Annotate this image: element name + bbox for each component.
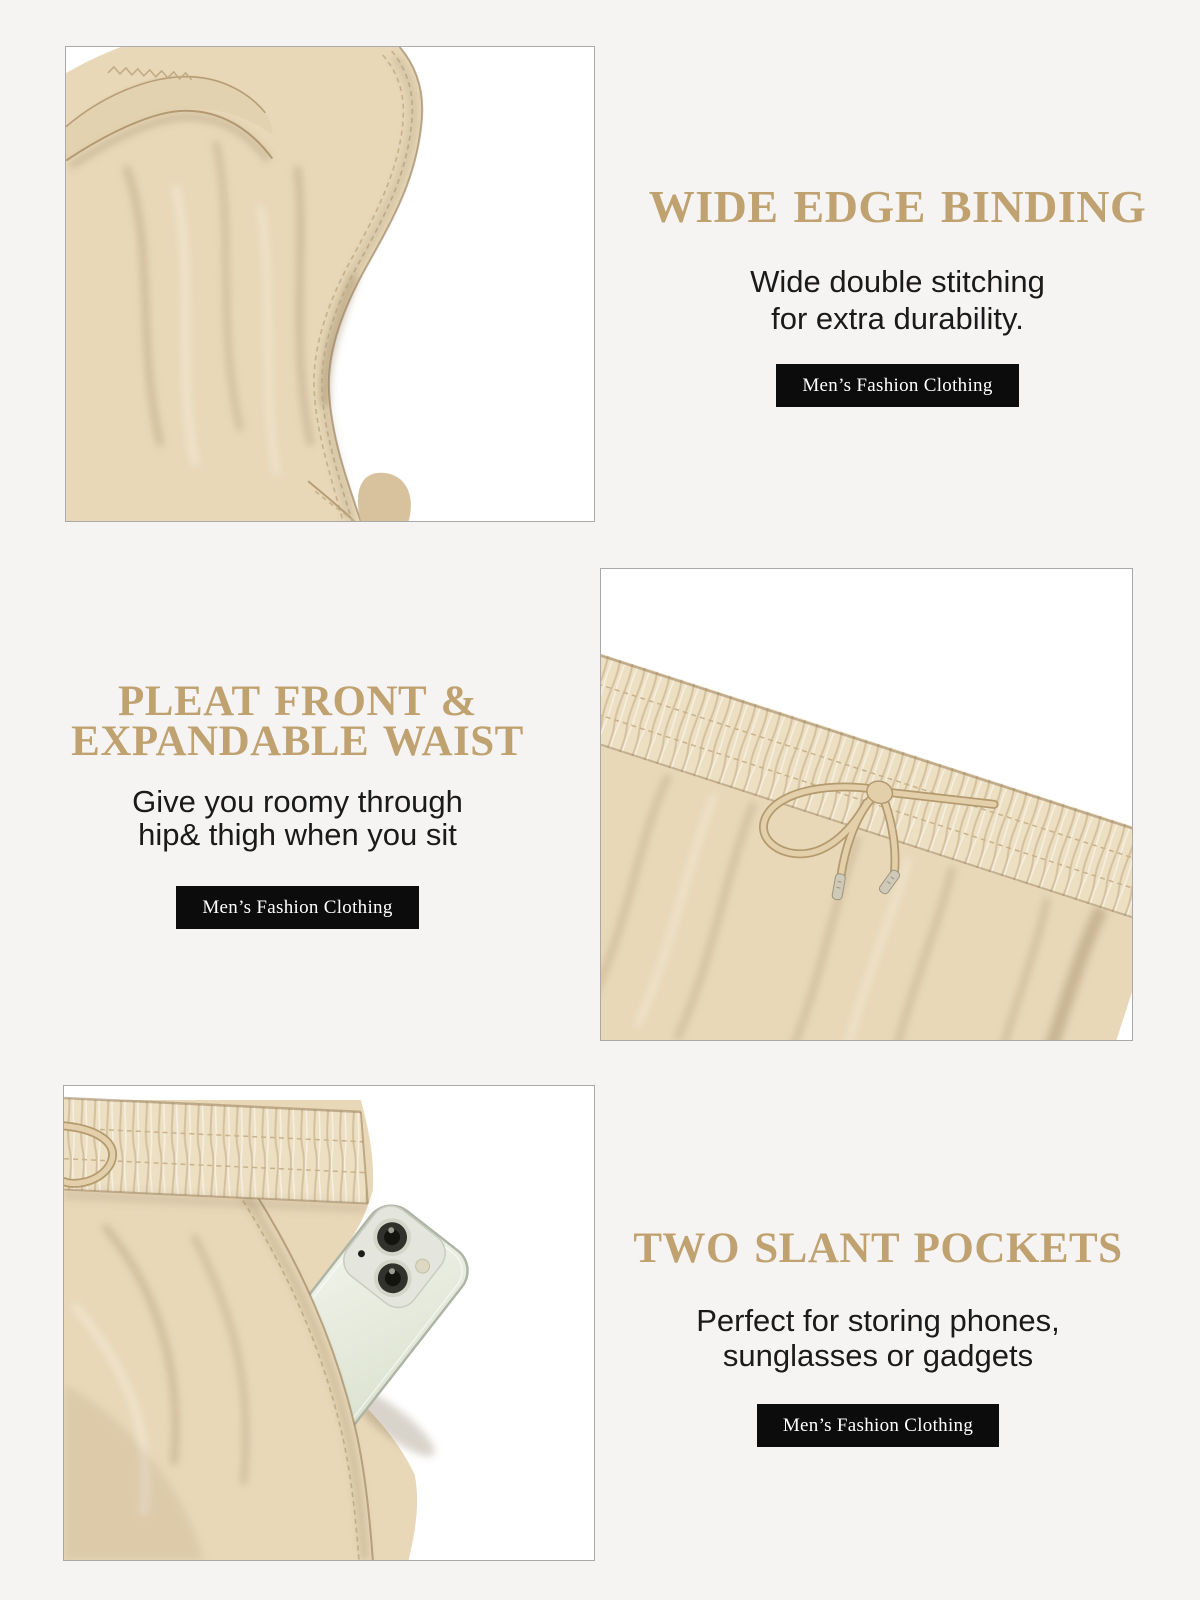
section2-title-line1: PLEAT FRONT &	[118, 678, 477, 725]
tank-top-closeup-image	[65, 46, 595, 522]
section2-badge-row	[0, 886, 595, 929]
section3-description-line1: Perfect for storing phones,	[696, 1303, 1060, 1338]
section3-badge-row	[595, 1404, 1161, 1447]
section1-description-line2: for extra durability.	[771, 301, 1024, 336]
section1-title: WIDE EDGE BINDING	[648, 181, 1147, 232]
pocket-illustration	[64, 1086, 594, 1560]
section2-description-line2: hip& thigh when you sit	[138, 817, 457, 852]
tank-top-illustration	[66, 47, 594, 521]
section3-title: TWO SLANT POCKETS	[633, 1225, 1123, 1272]
shorts-waistband-image	[600, 568, 1133, 1041]
section1-description-line1: Wide double stitching	[750, 264, 1045, 299]
shorts-pocket-phone-image	[63, 1085, 595, 1561]
waistband-illustration	[601, 569, 1132, 1040]
brand-badge: Men’s Fashion Clothing	[176, 886, 418, 929]
brand-badge: Men’s Fashion Clothing	[757, 1404, 999, 1447]
section2-title	[0, 678, 595, 765]
section1-badge-row	[595, 364, 1200, 407]
section1-description	[595, 263, 1200, 337]
section2-description	[0, 785, 595, 851]
brand-badge: Men’s Fashion Clothing	[776, 364, 1018, 407]
section2-title-line2: EXPANDABLE WAIST	[71, 718, 524, 765]
section3-description	[595, 1303, 1161, 1373]
section2-description-line1: Give you roomy through	[132, 784, 463, 819]
section3-description-line2: sunglasses or gadgets	[722, 1338, 1034, 1373]
